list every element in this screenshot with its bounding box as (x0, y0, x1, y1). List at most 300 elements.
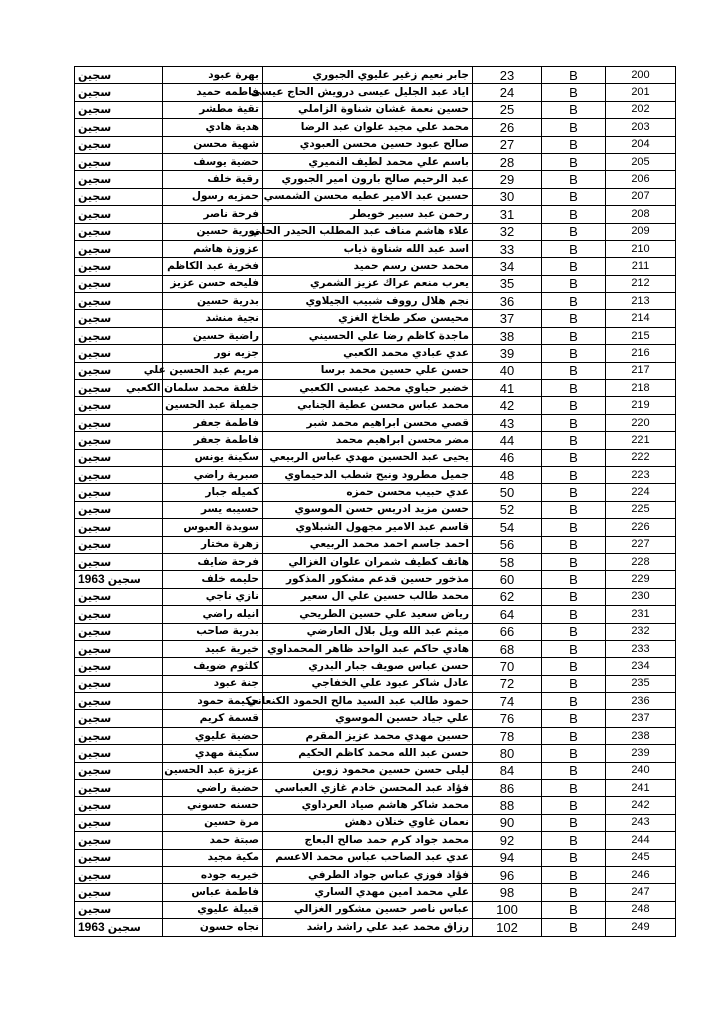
status-value: سجين (107, 920, 141, 934)
status-value: سجين (78, 486, 112, 500)
status-cell (75, 310, 163, 327)
status-cell (75, 240, 163, 257)
full-name-cell: رياض سعيد علي حسين الطريحي (263, 606, 473, 623)
full-name-cell: محمد حسن رسم حميد (263, 258, 473, 275)
mother-name-cell: سويدة العبوس (163, 519, 263, 536)
full-name-cell: خضير حياوي محمد عيسى الكعبي (263, 380, 473, 397)
group-cell: B (542, 658, 606, 675)
group-cell: B (542, 536, 606, 553)
full-name-cell: هاتف كطيف شمران علوان الغزالي (263, 553, 473, 570)
status-cell (75, 658, 163, 675)
sequence-cell: 214 (606, 310, 676, 327)
table-row (75, 84, 676, 101)
status-cell (75, 84, 163, 101)
group-cell: B (542, 466, 606, 483)
sequence-cell: 237 (606, 710, 676, 727)
mother-name-cell: نورية حسين (163, 223, 263, 240)
status-value: سجين (78, 503, 112, 517)
table-row (75, 153, 676, 170)
status-cell (75, 136, 163, 153)
full-name-cell: ماجدة كاظم رضا علي الحسيني (263, 327, 473, 344)
status-value: سجين (78, 294, 112, 308)
mother-name-cell: جميلة عبد الحسين (163, 397, 263, 414)
group-cell: B (542, 240, 606, 257)
table-row (75, 310, 676, 327)
status-cell (75, 327, 163, 344)
record-number-cell: 38 (473, 327, 542, 344)
mother-name-cell: حسيبه يسر (163, 501, 263, 518)
table-row (75, 362, 676, 379)
status-value: سجين (78, 903, 112, 917)
status-value: سجين (78, 190, 112, 204)
status-value: سجين (78, 764, 112, 778)
full-name-cell: علي جياد حسين الموسوي (263, 710, 473, 727)
status-value: سجين (78, 451, 112, 465)
record-number-cell: 80 (473, 745, 542, 762)
sequence-cell: 235 (606, 675, 676, 692)
record-number-cell: 84 (473, 762, 542, 779)
table-row (75, 432, 676, 449)
table-row (75, 849, 676, 866)
status-cell (75, 919, 163, 936)
status-cell (75, 623, 163, 640)
table-row (75, 884, 676, 901)
table-row (75, 171, 676, 188)
group-cell: B (542, 153, 606, 170)
sequence-cell: 212 (606, 275, 676, 292)
record-number-cell: 66 (473, 623, 542, 640)
status-cell (75, 849, 163, 866)
mother-name-cell: قسمة كريم (163, 710, 263, 727)
sequence-cell: 217 (606, 362, 676, 379)
record-number-cell: 96 (473, 866, 542, 883)
status-cell (75, 484, 163, 501)
group-cell: B (542, 832, 606, 849)
record-number-cell: 26 (473, 119, 542, 136)
mother-name-cell: عزيزة عبد الحسين (163, 762, 263, 779)
full-name-cell: حسين عبد الامير عطيه محسن الشمسي (263, 188, 473, 205)
record-number-cell: 29 (473, 171, 542, 188)
full-name-cell: محمد جواد كرم حمد صالح البعاج (263, 832, 473, 849)
status-value: سجين (78, 886, 112, 900)
record-number-cell: 33 (473, 240, 542, 257)
status-cell (75, 553, 163, 570)
full-name-cell: حمود طالب عبد السيد مالح الحمود الكنعاني (263, 693, 473, 710)
status-cell (75, 606, 163, 623)
sequence-cell: 249 (606, 919, 676, 936)
status-cell (75, 101, 163, 118)
table-row (75, 588, 676, 605)
sequence-cell: 242 (606, 797, 676, 814)
status-cell (75, 275, 163, 292)
full-name-cell: محمد شاكر هاشم صياد العرداوي (263, 797, 473, 814)
group-cell: B (542, 397, 606, 414)
table-row (75, 693, 676, 710)
status-value: سجين (78, 312, 112, 326)
table-row (75, 136, 676, 153)
full-name-cell: حسن علي حسين محمد برسا (263, 362, 473, 379)
full-name-cell: احمد جاسم احمد محمد الربيعي (263, 536, 473, 553)
full-name-cell: حسن عبد الله محمد كاظم الحكيم (263, 745, 473, 762)
full-name-cell: علي محمد امين مهدي الساري (263, 884, 473, 901)
record-number-cell: 41 (473, 380, 542, 397)
mother-name-cell: فاطمة عباس (163, 884, 263, 901)
group-cell: B (542, 345, 606, 362)
mother-name-cell: بدرية صاحب (163, 623, 263, 640)
table-row (75, 223, 676, 240)
status-cell (75, 206, 163, 223)
status-value: سجين (78, 381, 112, 395)
record-number-cell: 58 (473, 553, 542, 570)
group-cell: B (542, 258, 606, 275)
status-cell (75, 571, 163, 588)
group-cell: B (542, 414, 606, 431)
year-value: 1963 (78, 919, 105, 934)
full-name-cell: محمد علي مجيد علوان عبد الرضا (263, 119, 473, 136)
sequence-cell: 241 (606, 780, 676, 797)
status-cell (75, 119, 163, 136)
group-cell: B (542, 762, 606, 779)
status-value: سجين (78, 520, 112, 534)
full-name-cell: محيسن صكر طخاخ الغزي (263, 310, 473, 327)
sequence-cell: 234 (606, 658, 676, 675)
record-number-cell: 100 (473, 901, 542, 918)
group-cell: B (542, 206, 606, 223)
status-cell (75, 901, 163, 918)
full-name-cell: يحيى عبد الحسين مهدي عباس الربيعي (263, 449, 473, 466)
status-value: سجين (78, 781, 112, 795)
record-number-cell: 78 (473, 727, 542, 744)
record-number-cell: 32 (473, 223, 542, 240)
record-number-cell: 102 (473, 919, 542, 936)
status-cell (75, 501, 163, 518)
table-row (75, 484, 676, 501)
full-name-cell: نعمان غاوي خنلان دهش (263, 814, 473, 831)
table-row (75, 258, 676, 275)
status-value: سجين (78, 590, 112, 604)
full-name-cell: جميل مطرود ونيح شطب الدحيماوي (263, 466, 473, 483)
mother-name-cell: خيريه جوده (163, 866, 263, 883)
record-number-cell: 34 (473, 258, 542, 275)
sequence-cell: 246 (606, 866, 676, 883)
mother-name-cell: عزوزة هاشم (163, 240, 263, 257)
sequence-cell: 200 (606, 67, 676, 84)
status-cell (75, 745, 163, 762)
status-value: سجين (78, 833, 112, 847)
record-number-cell: 76 (473, 710, 542, 727)
full-name-cell: مضر محسن ابراهيم محمد (263, 432, 473, 449)
group-cell: B (542, 362, 606, 379)
sequence-cell: 211 (606, 258, 676, 275)
record-number-cell: 35 (473, 275, 542, 292)
group-cell: B (542, 188, 606, 205)
full-name-cell: عدي عبادي محمد الكعبي (263, 345, 473, 362)
full-name-cell: رزاق محمد عبد علي راشد راشد (263, 919, 473, 936)
year-value: 1963 (78, 572, 105, 587)
sequence-cell: 222 (606, 449, 676, 466)
full-name-cell: نجم هلال رووف شبيب الجيلاوي (263, 293, 473, 310)
record-number-cell: 88 (473, 797, 542, 814)
group-cell: B (542, 849, 606, 866)
group-cell: B (542, 84, 606, 101)
status-cell (75, 293, 163, 310)
record-number-cell: 56 (473, 536, 542, 553)
status-cell (75, 536, 163, 553)
sequence-cell: 233 (606, 640, 676, 657)
status-cell (75, 588, 163, 605)
status-cell (75, 693, 163, 710)
sequence-cell: 230 (606, 588, 676, 605)
sequence-cell: 220 (606, 414, 676, 431)
full-name-cell: اياد عبد الجليل عيسى درويش الحاج عيسى (263, 84, 473, 101)
group-cell: B (542, 101, 606, 118)
mother-name-cell: قبيلة عليوي (163, 901, 263, 918)
mother-name-cell: مرة حسين (163, 814, 263, 831)
group-cell: B (542, 484, 606, 501)
mother-name-cell: حكيمة حمود (163, 693, 263, 710)
record-number-cell: 44 (473, 432, 542, 449)
table-row (75, 675, 676, 692)
full-name-cell: حسين مهدي محمد عزيز المقرم (263, 727, 473, 744)
mother-name-cell: صبتة حمد (163, 832, 263, 849)
table-row (75, 762, 676, 779)
full-name-cell: ليلى حسن حسين محمود زوين (263, 762, 473, 779)
group-cell: B (542, 780, 606, 797)
status-value: سجين (78, 677, 112, 691)
table-row (75, 519, 676, 536)
sequence-cell: 236 (606, 693, 676, 710)
record-number-cell: 27 (473, 136, 542, 153)
sequence-cell: 201 (606, 84, 676, 101)
status-value: سجين (78, 659, 112, 673)
group-cell: B (542, 675, 606, 692)
status-value: سجين (78, 538, 112, 552)
status-cell (75, 432, 163, 449)
sequence-cell: 216 (606, 345, 676, 362)
status-cell (75, 466, 163, 483)
full-name-cell: حسن عباس صويف جبار البدري (263, 658, 473, 675)
record-number-cell: 28 (473, 153, 542, 170)
record-number-cell: 92 (473, 832, 542, 849)
status-cell (75, 449, 163, 466)
group-cell: B (542, 223, 606, 240)
table-row (75, 449, 676, 466)
mother-name-cell: بدرية حسين (163, 293, 263, 310)
full-name-cell: اسد عبد الله شناوة ذياب (263, 240, 473, 257)
mother-name-cell: حضية راضي (163, 780, 263, 797)
status-cell (75, 832, 163, 849)
status-cell (75, 519, 163, 536)
status-value: سجين (78, 555, 112, 569)
group-cell: B (542, 449, 606, 466)
sequence-cell: 218 (606, 380, 676, 397)
mother-name-cell: شهية محسن (163, 136, 263, 153)
group-cell: B (542, 571, 606, 588)
group-cell: B (542, 310, 606, 327)
full-name-cell: عدي عبد الصاحب عباس محمد الاعسم (263, 849, 473, 866)
record-number-cell: 40 (473, 362, 542, 379)
group-cell: B (542, 745, 606, 762)
full-name-cell: ميثم عبد الله ويل بلال العارضي (263, 623, 473, 640)
full-name-cell: قصي محسن ابراهيم محمد شبر (263, 414, 473, 431)
status-cell (75, 710, 163, 727)
status-value: سجين (78, 86, 112, 100)
status-value: سجين (78, 851, 112, 865)
table-row (75, 275, 676, 292)
mother-name-cell: زهرة مختار (163, 536, 263, 553)
sequence-cell: 215 (606, 327, 676, 344)
status-cell (75, 397, 163, 414)
record-number-cell: 86 (473, 780, 542, 797)
table-row (75, 188, 676, 205)
status-value: سجين (78, 120, 112, 134)
status-value: سجين (78, 364, 112, 378)
record-number-cell: 64 (473, 606, 542, 623)
status-value: سجين (78, 625, 112, 639)
group-cell: B (542, 275, 606, 292)
full-name-cell: عباس ناصر حسين مشكور الغزالي (263, 901, 473, 918)
table-row (75, 414, 676, 431)
status-cell (75, 345, 163, 362)
status-cell (75, 171, 163, 188)
status-value: سجين (78, 207, 112, 221)
table-row (75, 501, 676, 518)
sequence-cell: 205 (606, 153, 676, 170)
status-cell (75, 884, 163, 901)
table-row (75, 710, 676, 727)
table-row (75, 797, 676, 814)
status-cell (75, 797, 163, 814)
sequence-cell: 226 (606, 519, 676, 536)
mother-name-cell: صبرية راضي (163, 466, 263, 483)
group-cell: B (542, 327, 606, 344)
group-cell: B (542, 293, 606, 310)
status-cell (75, 188, 163, 205)
status-value: سجين (78, 712, 112, 726)
mother-name-cell: جنة عبود (163, 675, 263, 692)
full-name-cell: علاء هاشم مناف عبد المطلب الحيدر الحلي (263, 223, 473, 240)
full-name-cell: محمد طالب حسين علي ال سعير (263, 588, 473, 605)
group-cell: B (542, 866, 606, 883)
records-table (74, 66, 676, 937)
status-value: سجين (78, 642, 112, 656)
sequence-cell: 231 (606, 606, 676, 623)
status-value: سجين (78, 746, 112, 760)
full-name-cell: جابر نعيم زغير عليوي الجبوري (263, 67, 473, 84)
record-number-cell: 50 (473, 484, 542, 501)
sequence-cell: 240 (606, 762, 676, 779)
table-row (75, 571, 676, 588)
mother-name-cell: سكينة يونس (163, 449, 263, 466)
table-row (75, 745, 676, 762)
sequence-cell: 206 (606, 171, 676, 188)
group-cell: B (542, 171, 606, 188)
status-cell (75, 814, 163, 831)
table-row (75, 67, 676, 84)
mother-name-cell: حليمه خلف (163, 571, 263, 588)
group-cell: B (542, 380, 606, 397)
sequence-cell: 228 (606, 553, 676, 570)
status-cell (75, 675, 163, 692)
record-number-cell: 23 (473, 67, 542, 84)
sequence-cell: 229 (606, 571, 676, 588)
record-number-cell: 74 (473, 693, 542, 710)
status-cell (75, 258, 163, 275)
status-cell (75, 727, 163, 744)
mother-name-cell: فخرية عبد الكاظم (163, 258, 263, 275)
group-cell: B (542, 119, 606, 136)
table-row (75, 832, 676, 849)
group-cell: B (542, 797, 606, 814)
record-number-cell: 42 (473, 397, 542, 414)
record-number-cell: 52 (473, 501, 542, 518)
full-name-cell: هادي حاكم عبد الواحد ظاهر المحمداوي (263, 640, 473, 657)
status-cell (75, 153, 163, 170)
status-value: سجين (78, 607, 112, 621)
record-number-cell: 43 (473, 414, 542, 431)
sequence-cell: 248 (606, 901, 676, 918)
status-value: سجين (78, 729, 112, 743)
sequence-cell: 204 (606, 136, 676, 153)
sequence-cell: 245 (606, 849, 676, 866)
status-value: سجين (78, 433, 112, 447)
status-value: سجين (78, 155, 112, 169)
group-cell: B (542, 623, 606, 640)
group-cell: B (542, 432, 606, 449)
group-cell: B (542, 588, 606, 605)
record-number-cell: 24 (473, 84, 542, 101)
group-cell: B (542, 519, 606, 536)
sequence-cell: 239 (606, 745, 676, 762)
mother-name-cell: كلثوم ضويف (163, 658, 263, 675)
status-value: سجين (78, 103, 112, 117)
mother-name-cell: فليحه حسن عزيز (163, 275, 263, 292)
mother-name-cell: هدية هادي (163, 119, 263, 136)
mother-name-cell: نازي ناجي (163, 588, 263, 605)
sequence-cell: 224 (606, 484, 676, 501)
group-cell: B (542, 901, 606, 918)
mother-name-cell: انيله راضي (163, 606, 263, 623)
status-value: سجين (78, 416, 112, 430)
table-row (75, 623, 676, 640)
sequence-cell: 203 (606, 119, 676, 136)
table-row (75, 901, 676, 918)
record-number-cell: 62 (473, 588, 542, 605)
status-cell (75, 67, 163, 84)
record-number-cell: 90 (473, 814, 542, 831)
table-row (75, 814, 676, 831)
sequence-cell: 223 (606, 466, 676, 483)
sequence-cell: 213 (606, 293, 676, 310)
record-number-cell: 54 (473, 519, 542, 536)
table-row (75, 606, 676, 623)
mother-name-cell: حضية يوسف (163, 153, 263, 170)
group-cell: B (542, 553, 606, 570)
record-number-cell: 25 (473, 101, 542, 118)
mother-name-cell: رقية خلف (163, 171, 263, 188)
group-cell: B (542, 710, 606, 727)
full-name-cell: حسين نعمة غشان شناوة الزاملي (263, 101, 473, 118)
mother-name-cell: نجاه حسون (163, 919, 263, 936)
record-number-cell: 94 (473, 849, 542, 866)
sequence-cell: 209 (606, 223, 676, 240)
record-number-cell: 37 (473, 310, 542, 327)
full-name-cell: عدي حبيب محسن حمزه (263, 484, 473, 501)
sequence-cell: 227 (606, 536, 676, 553)
status-value: سجين (78, 694, 112, 708)
status-value: سجين (78, 277, 112, 291)
table-row (75, 536, 676, 553)
